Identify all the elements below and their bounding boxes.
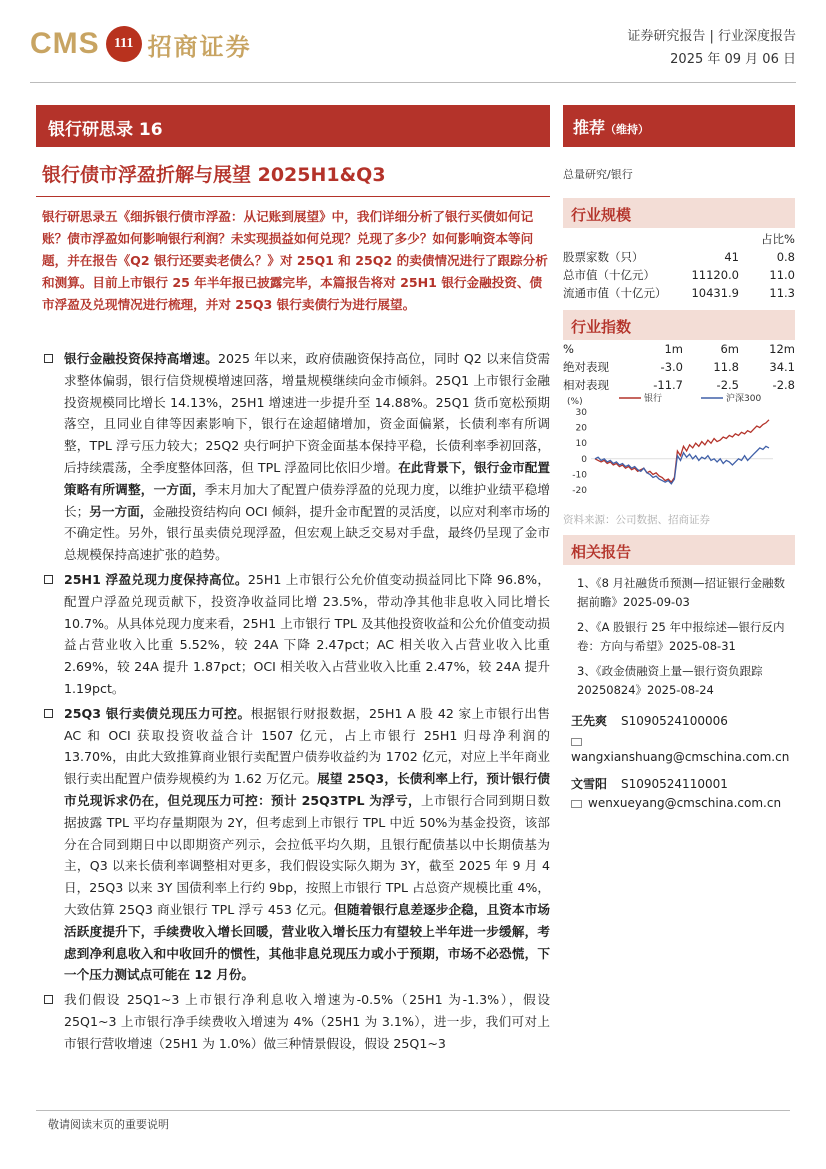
- rating-note: （维持）: [605, 123, 650, 136]
- cell: 34.1: [769, 360, 795, 374]
- index-table: [563, 340, 795, 394]
- checkbox-bullet-icon: [44, 575, 53, 584]
- bullet-text: 季末月加大了配置户债券浮盈的兑现力度，以维护业绩平稳增长；: [64, 481, 551, 519]
- checkbox-bullet-icon: [44, 709, 53, 718]
- cell: -11.7: [653, 378, 683, 392]
- series-banner: 银行研思录 16: [36, 105, 550, 147]
- mail-icon: [571, 738, 582, 746]
- footer-note: 敬请阅读末页的重要说明: [48, 1118, 169, 1131]
- row-label: 流通市值（十亿元）: [563, 286, 667, 300]
- page-title: 银行债市浮盈折解与展望 2025H1&Q3: [42, 164, 386, 186]
- author-name: 王先爽: [571, 714, 608, 728]
- bullet-text: 金融投资结构向 OCI 倾斜，提升金市配置的灵活度，以应对利率市场的不确定性。另外，银行虽卖债兑现浮盈，但宏观上缺乏交易对手盘，最终仍呈现了金市总规模保持高速扩张的趋势。: [64, 503, 550, 563]
- author-id: S1090524100006: [621, 714, 728, 728]
- bullet-emphasis: 在此背景下，银行金市配置策略有所调整，一方面，: [64, 459, 550, 497]
- row-share: 11.3: [769, 286, 795, 300]
- bullet-text: 2025 年以来，政府债融资保持高位，同时 Q2 以来信贷需求整体偏弱，银行信贷规模增速回落，增量规模继续向金市倾斜。25Q1 上市银行金融投资规模同比增长 14.13%，25H1 增速进一步提升至 14.88%。25Q1 货币宽松预期落空，且同业自律等因素影响下，银行在途超储增加，资金面偏紧，长债利率有所调整，TPL 浮亏压力较大；25Q2 央行呵护下资金面基本保持平稳，长债利率季初回落，后持续震荡，全季度整体回落，但 TPL 浮盈同比依旧少增。: [64, 351, 550, 475]
- checkbox-bullet-icon: [44, 995, 53, 1004]
- table-header-row: [563, 340, 795, 358]
- author-email[interactable]: wangxianshuang@cmschina.com.cn: [571, 750, 790, 764]
- row-value: 11120.0: [691, 268, 739, 282]
- rating-banner: [563, 105, 795, 147]
- y-axis-label: (%): [567, 397, 583, 407]
- table-row: [563, 358, 795, 376]
- source-note: 资料来源：公司数据、招商证券: [563, 514, 710, 526]
- report-type: 证券研究报告 | 行业深度报告: [627, 29, 796, 44]
- company-logo: [30, 24, 252, 64]
- section-head-scale: 行业规模: [563, 198, 795, 228]
- rating-label: 推荐: [573, 118, 606, 137]
- footer-divider: [36, 1110, 790, 1111]
- bullet-text: 我们假设 25Q1~3 上市银行净利息收入增速为-0.5%（25H1 为-1.3%），假设 25Q1~3 上市银行净手续费收入增速为 4%（25H1 为 3.1%），进一步，我们可对上市银行营收增速（25H1 为 1.0%）做三种情景假设，假设 25Q1~3: [64, 992, 550, 1051]
- row-label: 相对表现: [563, 378, 609, 392]
- bullet-emphasis: 展望 25Q3，长债利率上行，预计银行债市兑现诉求仍在，但兑现压力可控：预计 25Q3TPL 为浮亏，: [64, 771, 550, 808]
- cell: -2.5: [716, 378, 739, 392]
- author-block: [563, 712, 795, 810]
- col-header: 12m: [769, 342, 795, 356]
- report-link[interactable]: 1、《8 月社融货币预测—招证银行金融数据前瞻》2025-09-03: [577, 576, 786, 609]
- col-header: %: [563, 342, 574, 356]
- y-tick-label: -10: [572, 470, 587, 481]
- y-tick-label: -20: [572, 486, 587, 496]
- bullet-item: [42, 989, 550, 1054]
- cell: -2.8: [772, 378, 795, 392]
- bullet-item: [42, 703, 550, 986]
- index-line-chart: [563, 390, 795, 500]
- report-link[interactable]: 2、《A 股银行 25 年中报综述—银行反内卷：方向与希望》2025-08-31: [577, 620, 785, 653]
- title-divider: [36, 196, 550, 197]
- table-row: [563, 284, 795, 302]
- y-tick-label: 10: [575, 439, 587, 450]
- author-name: 文雪阳: [571, 777, 608, 791]
- table-row: [563, 266, 795, 284]
- logo-name-text: 招商证券: [147, 32, 252, 61]
- bullet-lead: 25Q3 银行卖债兑现压力可控。: [64, 705, 251, 721]
- section-head-index: 行业指数: [563, 310, 795, 340]
- legend-label: 银行: [644, 394, 663, 404]
- analyst-type: 总量研究/银行: [563, 168, 633, 181]
- bullet-emphasis: 另一方面，: [89, 503, 153, 519]
- cell: 11.8: [713, 360, 739, 374]
- logo-badge-icon: 111: [106, 26, 142, 62]
- col-header: 1m: [664, 342, 683, 356]
- scale-table: [563, 230, 795, 302]
- section-head-reports: 相关报告: [563, 535, 795, 565]
- bullet-text: 根据银行财报数据，25H1 A 股 42 家上市银行出售 AC 和 OCI 获取投资收益合计 1507 亿元，占上市银行 25H1 归母净利润的 13.70%，由此大致推算商业银行卖配置户债券收益约为 1702 亿元，对应上半年商业银行卖出配置户债券规模约为 1.62 万亿元。: [64, 705, 550, 787]
- report-body: [42, 348, 550, 1055]
- bullet-text: 上市银行合同到期日数据披露 TPL 平均存量期限为 2Y，但考虑到上市银行 TPL 中近 50%为基金投资，该部分在合同到期日中以即期资产列示，会拉低平均久期，且银行配债基以中长期债基为主，Q3 以来长债利率调整相对更多，我们假设实际久期为 3Y，截至 2025 年 9 月 4 日，25Q3 以来 3Y 国债利率上行约 9bp，按照上市银行 TPL 占总资产规模比重 4%，大致估算 25Q3 商业银行 TPL 浮亏 453 亿元。: [64, 792, 551, 917]
- bullet-lead: 银行金融投资保持高增速。: [64, 351, 219, 366]
- row-share: 11.0: [769, 268, 795, 282]
- checkbox-bullet-icon: [44, 354, 53, 363]
- bullet-emphasis: 但随着银行息差逐步企稳，且资本市场活跃度提升下，手续费收入增长回暖，营业收入增长压力有望较上半年进一步缓解，考虑到净利息收入和中收回升的惯性，其他非息兑现压力或小于预期，市场不必恐慌，下一个压力测试点可能在 12 月份。: [64, 901, 551, 983]
- y-tick-label: 0: [581, 454, 587, 465]
- cell: -3.0: [660, 360, 683, 374]
- series-line: [595, 420, 769, 482]
- report-link[interactable]: 3、《政金债融资上量—银行资负跟踪 20250824》2025-08-24: [577, 664, 763, 697]
- bullet-lead: 25H1 浮盈兑现力度保持高位。: [64, 571, 248, 587]
- logo-cms-text: CMS: [30, 27, 100, 60]
- legend-label: 沪深300: [726, 394, 762, 404]
- bullet-text: 25H1 上市银行公允价值变动损益同比下降 96.8%，配置户浮盈兑现贡献下，投资净收益同比增 23.5%，带动净其他非息收入同比增长 10.7%。从具体兑现力度来看，25H1 上市银行 TPL 及其他投资收益和公允价值变动损益占营业收入比重 5.52%，较 24A 下降 2.47pct；AC 相关收入占营业收入比重 2.69%，较 24A 提升 1.87pct；OCI 相关收入占营业收入比重 2.47%，较 24A 提升 1.19pct。: [64, 571, 550, 696]
- author-email[interactable]: wenxueyang@cmschina.com.cn: [588, 796, 782, 810]
- report-date: 2025 年 09 月 06 日: [670, 52, 796, 67]
- table-header-row: [563, 230, 795, 248]
- row-label: 总市值（十亿元）: [563, 268, 655, 282]
- abstract: 银行研思录五《细拆银行债市浮盈：从记账到展望》中，我们详细分析了银行买债如何记账？债市浮盈如何影响银行利润？未实现损益如何兑现？兑现了多少？如何影响资本等问题，并在报告《Q2 银行还要卖老债么？》对 25Q1 和 25Q2 的卖债情况进行了跟踪分析和测算。目前上市银行 25 年半年报已披露完毕，本篇报告将对 25H1 银行金融投资、债市浮盈及兑现情况进行梳理，并对 25Q3 银行卖债行为进行展望。: [42, 209, 548, 312]
- bullet-item: [42, 348, 550, 566]
- mail-icon: [571, 800, 582, 808]
- row-label: 绝对表现: [563, 360, 609, 374]
- row-label: 股票家数（只）: [563, 250, 644, 264]
- row-value: 41: [724, 250, 739, 264]
- scale-unit: 占比%: [761, 232, 795, 246]
- y-tick-label: 30: [575, 408, 587, 418]
- related-reports: [563, 574, 795, 706]
- row-share: 0.8: [776, 250, 795, 264]
- bullet-item: [42, 569, 550, 700]
- author-id: S1090524110001: [621, 777, 728, 791]
- row-value: 10431.9: [691, 286, 739, 300]
- table-row: [563, 248, 795, 266]
- y-tick-label: 20: [575, 423, 587, 434]
- col-header: 6m: [720, 342, 739, 356]
- header-divider: [30, 82, 796, 83]
